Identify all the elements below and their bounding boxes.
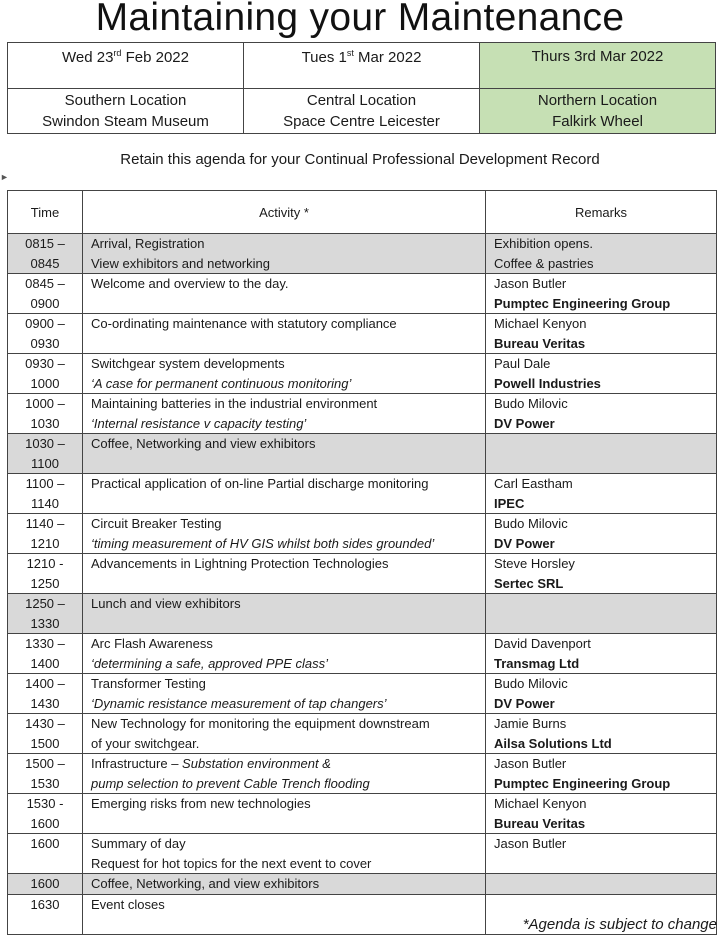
agenda-row — [8, 434, 717, 474]
agenda-time: 1600 — [30, 836, 60, 851]
agenda-activity-cell — [83, 714, 486, 754]
venue-date-southern: Wed 23rd Feb 2022 — [8, 43, 244, 89]
agenda-row — [8, 314, 717, 354]
agenda-remarks-cell — [486, 434, 717, 474]
venue-location-central: Central Location Space Centre Leicester — [244, 89, 480, 134]
agenda-activity-text: Event closes — [91, 896, 165, 912]
agenda-remarks-cell — [486, 274, 717, 314]
agenda-time: 1330 – — [25, 636, 65, 651]
agenda-activity-cell — [83, 834, 486, 874]
agenda-activity-cell — [83, 894, 486, 934]
agenda-time: 1430 – — [25, 716, 65, 731]
agenda-row — [8, 594, 717, 634]
agenda-activity-text: Arrival, Registration — [91, 236, 205, 251]
venue-dates-row — [8, 43, 716, 89]
agenda-remarks-cell — [486, 834, 717, 874]
agenda-row — [8, 354, 717, 394]
agenda-time: 1250 – — [25, 596, 65, 611]
speaker-company: Powell Industries — [494, 375, 601, 391]
agenda-activity-cell — [83, 874, 486, 895]
header-time: Time — [8, 191, 83, 234]
agenda-remarks-cell — [486, 674, 717, 714]
agenda-time-cell — [8, 434, 83, 474]
venue-table — [7, 42, 716, 134]
agenda-remarks-cell — [486, 354, 717, 394]
agenda-time: 1600 — [30, 876, 60, 891]
agenda-row — [8, 394, 717, 434]
speaker-company: Bureau Veritas — [494, 335, 586, 351]
agenda-row — [8, 234, 717, 274]
agenda-time: 0930 — [30, 335, 60, 351]
agenda-time: 1000 — [30, 375, 60, 391]
venue-locations-row — [8, 89, 716, 134]
agenda-activity-cell — [83, 394, 486, 434]
agenda-activity-cell — [83, 594, 486, 634]
agenda-time-cell — [8, 594, 83, 634]
agenda-time: 1530 — [30, 775, 60, 791]
speaker-name: Jason Butler — [494, 836, 567, 851]
agenda-time: 1250 — [30, 575, 60, 591]
cpd-note: Retain this agenda for your Continual Professional Development Record — [120, 151, 600, 168]
agenda-activity-text: Coffee, Networking, and view exhibitors — [91, 876, 320, 891]
agenda-activity-text: View exhibitors and networking — [91, 255, 270, 271]
paragraph-marker-icon: ► — [0, 172, 9, 182]
agenda-activity-cell — [83, 274, 486, 314]
agenda-row — [8, 834, 717, 874]
speaker-company: Pumptec Engineering Group — [494, 775, 671, 791]
header-remarks: Remarks — [486, 191, 717, 234]
agenda-time: 0845 – — [25, 276, 65, 291]
agenda-activity-text: ‘Dynamic resistance measurement of tap changers’ — [91, 695, 387, 711]
agenda-time-cell — [8, 274, 83, 314]
agenda-row — [8, 514, 717, 554]
venue-date-northern: Thurs 3rd Mar 2022 — [480, 43, 716, 89]
agenda-time-cell — [8, 354, 83, 394]
agenda-time-cell — [8, 474, 83, 514]
agenda-time-cell — [8, 234, 83, 274]
agenda-header-row — [8, 191, 717, 234]
agenda-time: 0845 — [30, 255, 60, 271]
agenda-activity-cell — [83, 314, 486, 354]
agenda-activity-cell — [83, 634, 486, 674]
agenda-remarks-cell — [486, 554, 717, 594]
agenda-activity-text: Switchgear system developments — [91, 356, 285, 371]
speaker-name: Michael Kenyon — [494, 796, 587, 811]
speaker-company: Pumptec Engineering Group — [494, 295, 671, 311]
agenda-activity-cell — [83, 474, 486, 514]
agenda-activity-text: Welcome and overview to the day. — [91, 276, 289, 291]
page-title: Maintaining your Maintenance — [95, 0, 625, 39]
speaker-name: Budo Milovic — [494, 676, 568, 691]
agenda-time-cell — [8, 394, 83, 434]
agenda-activity-text: ‘Internal resistance v capacity testing’ — [91, 415, 307, 431]
agenda-time: 1330 — [30, 615, 60, 631]
agenda-time: 1400 — [30, 655, 60, 671]
speaker-company: Transmag Ltd — [494, 655, 580, 671]
agenda-time: 1000 – — [25, 396, 65, 411]
speaker-name: Exhibition opens. — [494, 236, 594, 251]
agenda-activity-text: Co-ordinating maintenance with statutory compliance — [91, 316, 397, 331]
speaker-company: DV Power — [494, 695, 555, 711]
agenda-remarks-cell — [486, 634, 717, 674]
agenda-time: 0930 – — [25, 356, 65, 371]
agenda-row — [8, 754, 717, 794]
agenda-time: 1210 - — [26, 556, 64, 571]
speaker-company: Bureau Veritas — [494, 815, 586, 831]
agenda-time-cell — [8, 314, 83, 354]
agenda-time-cell — [8, 514, 83, 554]
agenda-time: 1140 — [31, 495, 59, 511]
speaker-company: Ailsa Solutions Ltd — [494, 735, 612, 751]
agenda-time: 0900 — [30, 295, 60, 311]
speaker-company: IPEC — [494, 495, 525, 511]
agenda-activity-text: New Technology for monitoring the equipment downstream — [91, 716, 430, 731]
speaker-company: Sertec SRL — [494, 575, 564, 591]
agenda-activity-text: Arc Flash Awareness — [91, 636, 213, 651]
speaker-name: David Davenport — [494, 636, 591, 651]
speaker-name: Coffee & pastries — [494, 255, 594, 271]
agenda-activity-cell — [83, 674, 486, 714]
agenda-activity-text: Emerging risks from new technologies — [91, 796, 311, 811]
agenda-activity-text: Lunch and view exhibitors — [91, 596, 241, 611]
agenda-activity-cell — [83, 794, 486, 834]
agenda-row — [8, 874, 717, 895]
agenda-remarks-cell — [486, 594, 717, 634]
speaker-name: Budo Milovic — [494, 396, 568, 411]
agenda-activity-cell — [83, 754, 486, 794]
agenda-remarks-cell — [486, 514, 717, 554]
speaker-name: Jason Butler — [494, 276, 567, 291]
venue-date-central: Tues 1st Mar 2022 — [244, 43, 480, 89]
agenda-activity-cell — [83, 554, 486, 594]
agenda-activity-text: Maintaining batteries in the industrial environment — [91, 396, 378, 411]
agenda-time-cell — [8, 834, 83, 874]
speaker-name: Paul Dale — [494, 356, 551, 371]
agenda-activity-text: Coffee, Networking and view exhibitors — [91, 436, 316, 451]
agenda-time: 1100 – — [25, 476, 65, 491]
agenda-remarks-cell — [486, 754, 717, 794]
agenda-time: 1630 — [30, 896, 60, 912]
agenda-time: 1030 – — [25, 436, 65, 451]
agenda-time-cell — [8, 554, 83, 594]
speaker-name: Jamie Burns — [494, 716, 567, 731]
agenda-time: 1600 — [30, 815, 60, 831]
agenda-row — [8, 794, 717, 834]
agenda-row — [8, 274, 717, 314]
header-activity: Activity * — [83, 191, 486, 234]
agenda-activity-text: Request for hot topics for the next event to cover — [91, 855, 372, 871]
agenda-remarks-cell — [486, 714, 717, 754]
agenda-time: 0815 – — [25, 236, 65, 251]
agenda-activity-cell — [83, 434, 486, 474]
agenda-remarks-cell — [486, 394, 717, 434]
agenda-time-cell — [8, 794, 83, 834]
agenda-activity-cell — [83, 354, 486, 394]
agenda-activity-text: Practical application of on-line Partial discharge monitoring — [91, 476, 429, 491]
agenda-time-cell — [8, 714, 83, 754]
agenda-activity-text: Advancements in Lightning Protection Technologies — [91, 556, 389, 571]
agenda-row — [8, 554, 717, 594]
agenda-time: 1400 – — [25, 676, 65, 691]
agenda-row — [8, 474, 717, 514]
agenda-activity-text: ‘timing measurement of HV GIS whilst both sides grounded’ — [91, 535, 435, 551]
agenda-time: 1140 – — [25, 516, 65, 531]
agenda-activity-text: Summary of day — [91, 836, 186, 851]
speaker-name: Jason Butler — [494, 756, 567, 771]
agenda-activity-text: of your switchgear. — [91, 735, 200, 751]
agenda-activity-text: ‘A case for permanent continuous monitoring’ — [91, 375, 352, 391]
speaker-name: Steve Horsley — [494, 556, 575, 571]
agenda-row — [8, 634, 717, 674]
speaker-name: Carl Eastham — [494, 476, 573, 491]
agenda-remarks-cell — [486, 234, 717, 274]
agenda-time-cell — [8, 894, 83, 934]
agenda-activity-text: Circuit Breaker Testing — [91, 516, 222, 531]
agenda-time: 1210 — [30, 535, 60, 551]
agenda-remarks-cell — [486, 874, 717, 895]
agenda-time: 1500 – — [25, 756, 65, 771]
agenda-time-cell — [8, 754, 83, 794]
agenda-activity-text: Infrastructure – Substation environment & — [91, 756, 331, 771]
agenda-activity-text: Transformer Testing — [91, 676, 206, 691]
speaker-name: Michael Kenyon — [494, 316, 587, 331]
agenda-activity-text: ‘determining a safe, approved PPE class’ — [91, 655, 329, 671]
agenda-time: 1430 — [30, 695, 60, 711]
agenda-row — [8, 674, 717, 714]
agenda-activity-cell — [83, 234, 486, 274]
agenda-remarks-cell — [486, 794, 717, 834]
venue-location-northern: Northern Location Falkirk Wheel — [480, 89, 716, 134]
agenda-activity-text: pump selection to prevent Cable Trench flooding — [91, 775, 370, 791]
agenda-remarks-cell — [486, 314, 717, 354]
agenda-time: 0900 – — [25, 316, 65, 331]
agenda-time: 1100 — [31, 455, 59, 471]
venue-location-southern: Southern Location Swindon Steam Museum — [8, 89, 244, 134]
footnote: *Agenda is subject to change — [522, 916, 717, 933]
speaker-name: Budo Milovic — [494, 516, 568, 531]
speaker-company: DV Power — [494, 535, 555, 551]
speaker-company: DV Power — [494, 415, 555, 431]
agenda-time-cell — [8, 674, 83, 714]
agenda-time: 1530 - — [26, 796, 64, 811]
agenda-time: 1500 — [30, 735, 60, 751]
agenda-row — [8, 714, 717, 754]
agenda-time: 1030 — [30, 415, 60, 431]
agenda-remarks-cell — [486, 474, 717, 514]
agenda-time-cell — [8, 874, 83, 895]
agenda-time-cell — [8, 634, 83, 674]
agenda-table — [7, 190, 717, 935]
agenda-activity-cell — [83, 514, 486, 554]
